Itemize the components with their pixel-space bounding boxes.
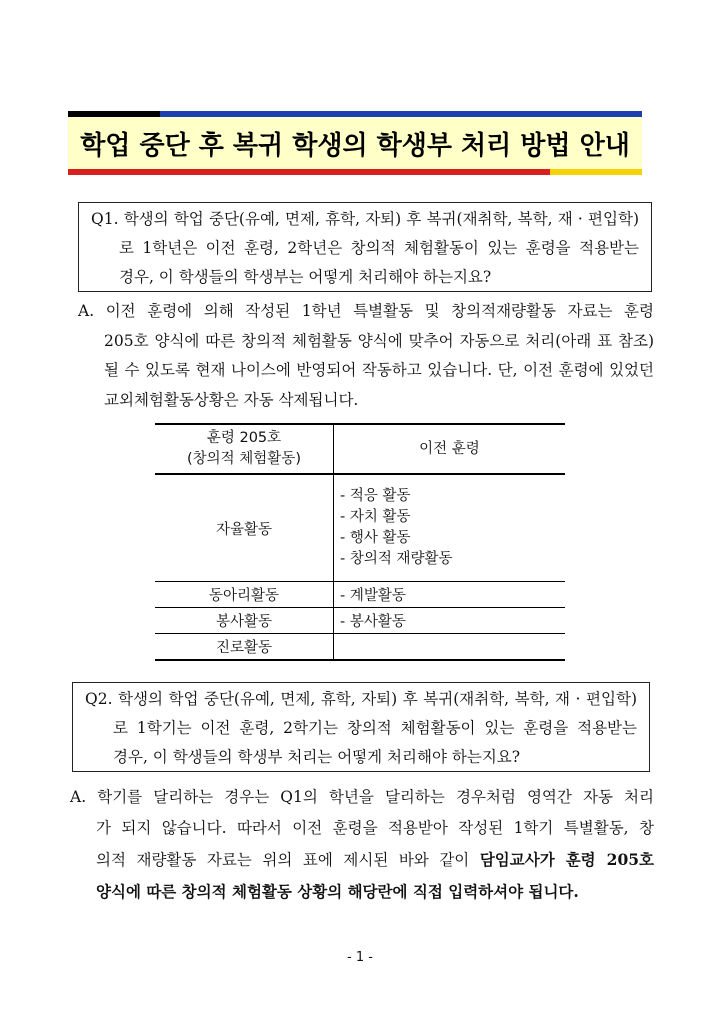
table-header-row	[155, 424, 565, 474]
list-item: - 행사 활동	[340, 530, 411, 546]
table-row	[155, 634, 565, 661]
answer-2-line	[70, 876, 654, 908]
title-bar-red	[68, 169, 550, 175]
answer-2-emphasis: 담임교사가 훈령 205호	[479, 850, 654, 869]
header-left-line1: 훈령 205호	[206, 430, 282, 446]
table-row	[155, 474, 565, 582]
answer-1-line: 교외체험활동상황은 자동 삭제됩니다.	[104, 390, 359, 409]
question-1-line: 경우, 이 학생들의 학생부는 어떻게 처리해야 하는지요?	[119, 268, 492, 286]
table-header-right: 이전 훈령	[419, 441, 480, 457]
question-2-line: Q2. 학생의 학업 중단(유예, 면제, 휴학, 자퇴) 후 복귀(재취학, 복학, 재 · 편입학)	[85, 690, 637, 708]
table-cell-left: 진로활동	[155, 634, 334, 661]
table-cell-left: 봉사활동	[155, 608, 334, 634]
answer-2	[70, 782, 654, 908]
question-1-line: Q1. 학생의 학업 중단(유예, 면제, 휴학, 자퇴) 후 복귀(재취학, 복학, 재 · 편입학)	[91, 210, 639, 228]
table-cell-right: - 계발활동	[340, 588, 406, 604]
title-box	[68, 117, 642, 169]
table-row	[155, 582, 565, 608]
list-item: - 자치 활동	[340, 509, 411, 525]
answer-2-emphasis: 하셔야 됩니다.	[478, 882, 579, 901]
table-cell-left: 동아리활동	[155, 582, 334, 608]
list-item: - 적응 활동	[340, 488, 411, 504]
table-cell-right	[334, 634, 566, 661]
table-cell-left: 자율활동	[155, 474, 334, 582]
table-header-left	[155, 424, 334, 474]
answer-1-line: 될 수 있도록 현재 나이스에 반영되어 작동하고 있습니다. 단, 이전 훈령에 있었던	[104, 361, 654, 379]
answer-2-line	[70, 844, 654, 876]
answer-2-emphasis: 양식에 따른 창의적 체험활동 상황의 해당란에	[96, 882, 413, 901]
question-2-line: 경우, 이 학생들의 학생부 처리는 어떻게 처리해야 하는지요?	[113, 748, 521, 766]
answer-2-emphasis: 직접 입력	[412, 882, 479, 901]
question-1-line: 로 1학년은 이전 훈령, 2학년은 창의적 체험활동이 있는 훈령을 적용받는	[119, 239, 639, 257]
list-item: - 창의적 재량활동	[340, 551, 453, 567]
question-1-box	[78, 202, 652, 292]
question-2-box	[72, 682, 650, 772]
table-cell-right: - 봉사활동	[340, 614, 406, 630]
page-number: - 1 -	[347, 950, 373, 965]
page-title: 학업 중단 후 복귀 학생의 학생부 처리 방법 안내	[80, 130, 630, 161]
table-row	[155, 608, 565, 634]
answer-2-line: 가 되지 않습니다. 따라서 이전 훈령을 적용받아 작성된 1학기 특별활동, 창	[96, 819, 654, 837]
title-bar-yellow	[550, 169, 642, 175]
activity-mapping-table	[155, 423, 565, 661]
table-cell-right	[334, 474, 566, 582]
question-2-line: 로 1학기는 이전 훈령, 2학기는 창의적 체험활동이 있는 훈령을 적용받는	[113, 719, 637, 737]
answer-2-text: 의적 재량활동 자료는 위의 표에 제시된 바와 같이	[96, 851, 480, 869]
header-left-line2: (창의적 체험활동)	[187, 451, 301, 467]
answer-1	[78, 297, 654, 415]
answer-1-line: A. 이전 훈령에 의해 작성된 1학년 특별활동 및 창의적재량활동 자료는 훈령	[78, 302, 654, 320]
title-banner	[68, 111, 642, 175]
answer-1-line: 205호 양식에 따른 창의적 체험활동 양식에 맞추어 자동으로 처리(아래 표 참조)	[104, 331, 654, 350]
answer-2-line: A. 학기를 달리하는 경우는 Q1의 학년을 달리하는 경우처럼 영역간 자동 처리	[70, 788, 654, 806]
